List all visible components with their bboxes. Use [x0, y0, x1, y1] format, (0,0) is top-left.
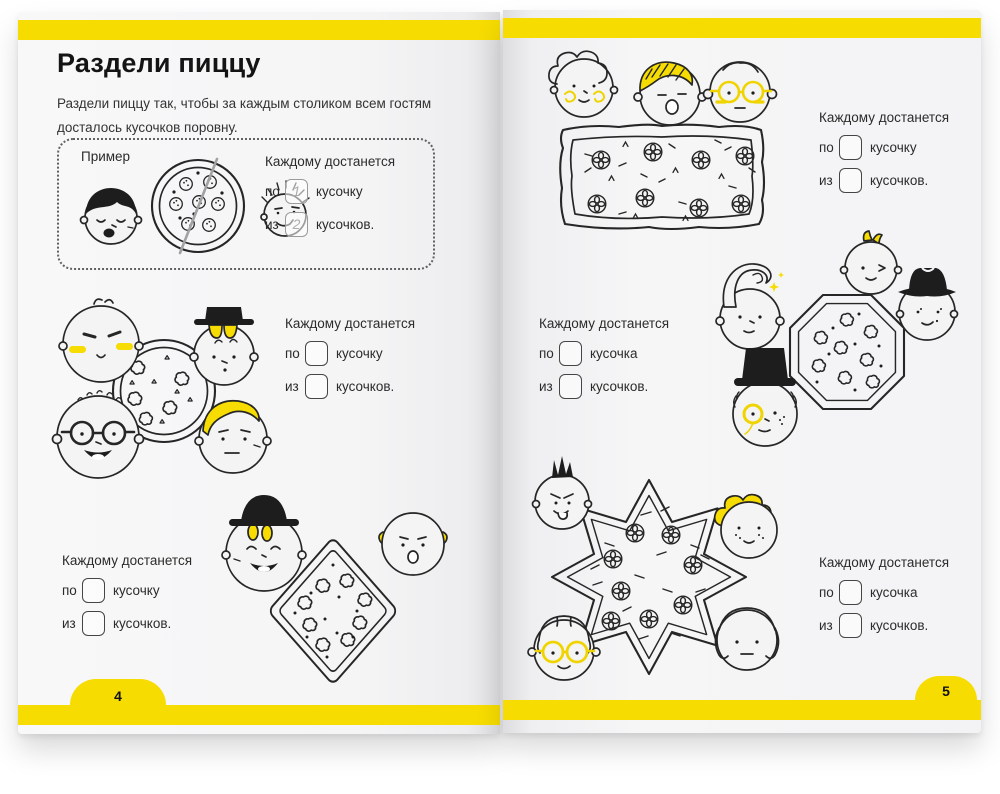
answer-row-total: из кусочков. [819, 167, 949, 193]
page-number-tab-right [915, 676, 977, 700]
face-girl-yellow-curls [707, 478, 791, 566]
page-title: Раздели пиццу [57, 48, 261, 78]
answer-box-per-guest[interactable] [559, 341, 582, 366]
example-label: Пример [81, 149, 131, 164]
face-man-glasses [51, 386, 145, 480]
yellow-top-band [503, 18, 981, 38]
answer-row-each: по кусочку [819, 134, 949, 160]
yellow-bottom-band [18, 705, 500, 725]
answer-row-total: из кусочков. [819, 612, 949, 638]
face-boy-yellow-swoosh [194, 387, 272, 475]
answer-heading: Каждому достанется [819, 555, 950, 570]
answer-row-each: по 1 кусочку [265, 178, 395, 204]
answer-box-total[interactable] [82, 611, 105, 636]
answer-row-total: из кусочков. [539, 373, 669, 399]
task1-answer-block [285, 316, 415, 406]
answer-heading: Каждому достанется [285, 316, 416, 331]
answer-box-per-guest[interactable]: 1 [285, 179, 308, 204]
task4-answer-block [539, 316, 669, 406]
answer-heading: Каждому достанется [62, 553, 193, 568]
task3-answer-block [819, 110, 949, 200]
pizza-example-round-pepperoni [147, 152, 249, 260]
answer-row-total: из кусочков. [285, 373, 415, 399]
face-boy-mohawk [529, 448, 595, 536]
answer-box-total[interactable] [559, 374, 582, 399]
answer-box-per-guest[interactable] [82, 578, 105, 603]
pizza-rectangle-tomato [549, 114, 775, 240]
answer-row-total: из 2 кусочков. [265, 211, 395, 237]
example-box [57, 138, 435, 270]
answer-heading: Каждому достанется [265, 154, 396, 169]
answer-heading: Каждому достанется [819, 110, 950, 125]
face-boy-boater-hat [187, 297, 261, 391]
page-right [503, 10, 981, 733]
answer-box-total[interactable] [839, 613, 862, 638]
page-number: 4 [114, 688, 122, 704]
answer-box-total[interactable]: 2 [285, 212, 308, 237]
answer-row-each: по кусочка [539, 340, 669, 366]
answer-heading: Каждому достанется [539, 316, 670, 331]
face-baby-yellow-cheeks [56, 290, 146, 386]
page-number-tab-left [70, 679, 166, 705]
answer-box-per-guest[interactable] [839, 135, 862, 160]
answer-row-each: по кусочка [819, 579, 949, 605]
yellow-bottom-band [503, 700, 981, 720]
answer-box-total[interactable] [839, 168, 862, 193]
face-boy-dark-hair [75, 170, 147, 252]
answer-box-per-guest[interactable] [305, 341, 328, 366]
answer-box-per-guest[interactable] [839, 580, 862, 605]
face-man-bald-yellow-tufts [376, 502, 450, 582]
face-man-top-hat-monocle [725, 340, 805, 452]
page-left [18, 12, 500, 734]
yellow-top-band [18, 20, 500, 40]
face-girl-curly-hair [541, 38, 627, 124]
answer-box-total[interactable] [305, 374, 328, 399]
face-man-fedora [892, 256, 964, 350]
intro-text: Раздели пиццу так, чтобы за каждым столиком всем гостям досталось кусочков поровну. [57, 96, 432, 135]
page-number: 5 [942, 683, 950, 699]
task5-answer-block [819, 555, 949, 645]
face-kid-yellow-round-glasses [527, 604, 601, 686]
answer-row-total: из кусочков. [62, 610, 192, 636]
face-boy-bowler-hat [217, 485, 311, 597]
answer-row-each: по кусочку [62, 577, 192, 603]
answer-row-each: по кусочку [285, 340, 415, 366]
task2-answer-block [62, 553, 192, 643]
face-girl-bob [707, 596, 787, 680]
face-boy-quiff [708, 251, 792, 353]
example-answer-block [265, 154, 395, 244]
